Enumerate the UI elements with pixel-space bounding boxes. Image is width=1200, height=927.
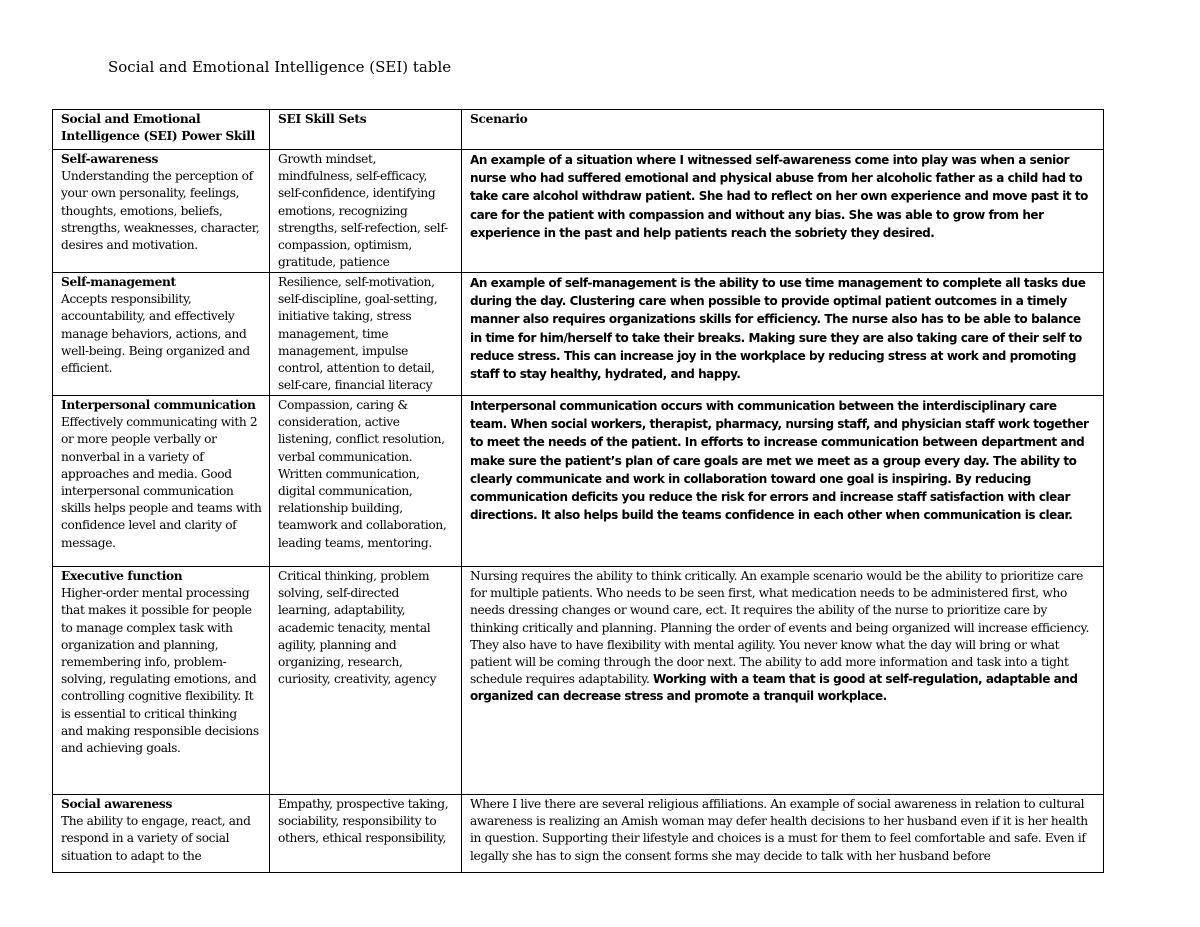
power-skill-description: The ability to engage, react, and respond in a variety of social situation to adapt to the (61, 814, 251, 863)
power-skill-description: Accepts responsibility, accountability, and effectively manage behaviors, actions, and well-being. Being organized and efficient. (61, 292, 250, 376)
scenario-cell: Where I live there are several religious affiliations. An example of social awareness in relation to cultural awareness is realizing an Amish woman may defer health decisions to her husband even if it is her health in question. Supporting their lifestyle and choices is a must for them to feel comfortable and safe. Even if legally she has to sign the consent forms she may decide to talk with her husband before (462, 795, 1104, 873)
power-skill-description: Higher-order mental processing that makes it possible for people to manage complex task with organization and planning, remembering info, problem-solving, regulating emotions, and controlling cognitive flexibility. It is essential to critical thinking and making responsible decisions and achieving goals. (61, 586, 259, 756)
table-header-row (53, 110, 1104, 150)
table-row (53, 150, 1104, 273)
power-skill-name: Self-awareness (61, 152, 158, 166)
skill-sets-cell: Growth mindset, mindfulness, self-efficacy, self-confidence, identifying emotions, recognizing strengths, self-refection, self-compassion, optimism, gratitude, patience (270, 150, 462, 273)
document-title: Social and Emotional Intelligence (SEI) table (108, 58, 452, 76)
scenario-text: Nursing requires the ability to think critically. An example scenario would be the ability to prioritize care for multiple patients. Who needs to be seen first, what medication needs to be administered first, who needs dressing changes or wound care, ect. It requires the ability of the nurse to prioritize care by thinking critically and planning. Planning the order of events and being organized will increase efficiency. They also have to have flexibility with mental agility. You never know what the day will bring or what patient will be coming through the door next. The ability to add more information and task into a tight schedule requires adaptability. (470, 569, 1089, 687)
power-skill-name: Interpersonal communication (61, 398, 256, 412)
scenario-cell: An example of a situation where I witnessed self-awareness come into play was when a senior nurse who had suffered emotional and physical abuse from her alcoholic father as a child had to take care alcohol withdraw patient. She had to reflect on her own experience and move past it to care for the patient with compassion and without any bias. She was able to grow from her experience in the past and help patients reach the sobriety they desired. (462, 150, 1104, 273)
power-skill-cell (53, 795, 270, 873)
power-skill-cell (53, 273, 270, 396)
power-skill-cell (53, 150, 270, 273)
sei-table (52, 109, 1104, 873)
power-skill-cell (53, 567, 270, 795)
skill-sets-cell: Critical thinking, problem solving, self-directed learning, adaptability, academic tenacity, mental agility, planning and organizing, research, curiosity, creativity, agency (270, 567, 462, 795)
scenario-cell (462, 567, 1104, 795)
scenario-bold-text: Working with a team that is good at self-regulation, adaptable and organized can decrease stress and promote a tranquil workplace. (470, 672, 1078, 704)
header-skill-sets: SEI Skill Sets (270, 110, 462, 150)
skill-sets-cell: Compassion, caring & consideration, active listening, conflict resolution, verbal communication. Written communication, digital communication, relationship building, teamwork and collaboration, leading teams, mentoring. (270, 396, 462, 567)
header-scenario: Scenario (462, 110, 1104, 150)
power-skill-description: Understanding the perception of your own personality, feelings, thoughts, emotions, beliefs, strengths, weaknesses, character, desires and motivation. (61, 169, 260, 253)
power-skill-description: Effectively communicating with 2 or more people verbally or nonverbal in a variety of approaches and media. Good interpersonal communication skills helps people and teams with confidence level and clarity of message. (61, 415, 262, 550)
power-skill-name: Executive function (61, 569, 183, 583)
scenario-cell: Interpersonal communication occurs with communication between the interdisciplinary care team. When social workers, therapist, pharmacy, nursing staff, and physician staff work together to meet the needs of the patient. In efforts to increase communication between department and make sure the patient’s plan of care goals are met we meet as a group every day. The ability to clearly communicate and work in collaboration toward one goal is inspiring. By reducing communication deficits you reduce the risk for errors and increase staff satisfaction with clear directions. It also helps build the teams confidence in each other when communication is clear. (462, 396, 1104, 567)
power-skill-name: Social awareness (61, 797, 172, 811)
table-row (53, 273, 1104, 396)
power-skill-name: Self-management (61, 275, 176, 289)
skill-sets-cell: Empathy, prospective taking, sociability, responsibility to others, ethical responsibility, (270, 795, 462, 873)
skill-sets-cell: Resilience, self-motivation, self-discipline, goal-setting, initiative taking, stress management, time management, impulse control, attention to detail, self-care, financial literacy (270, 273, 462, 396)
scenario-cell: An example of self-management is the ability to use time management to complete all tasks due during the day. Clustering care when possible to provide optimal patient outcomes in a timely manner also requires organizations skills for efficiency. The nurse also has to be able to balance in time for him/herself to take their breaks. Making sure they are also taking care of their self to reduce stress. This can increase joy in the workplace by reducing stress at work and promoting staff to stay healthy, hydrated, and happy. (462, 273, 1104, 396)
header-power-skill: Social and Emotional Intelligence (SEI) Power Skill (53, 110, 270, 150)
power-skill-cell (53, 396, 270, 567)
table-row (53, 567, 1104, 795)
table-row (53, 396, 1104, 567)
table-row (53, 795, 1104, 873)
